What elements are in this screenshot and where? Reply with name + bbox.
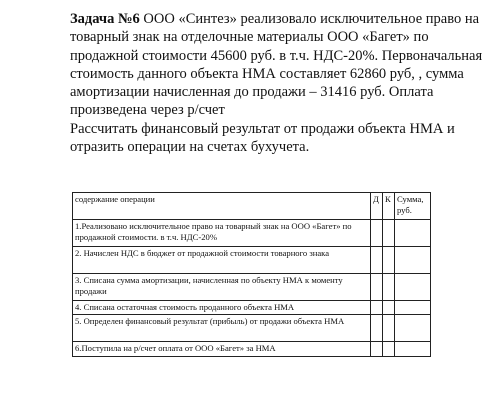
sum-cell[interactable] (395, 315, 431, 342)
task-question: Рассчитать финансовый результат от продажи объекта НМА и отразить операции на счетах бухучета. (70, 120, 455, 156)
sum-cell[interactable] (395, 220, 431, 247)
debit-cell[interactable] (371, 315, 383, 342)
task-statement (70, 10, 488, 156)
operations-table (72, 192, 431, 357)
table-row (73, 315, 431, 342)
sum-cell[interactable] (395, 247, 431, 274)
header-sum: Сумма, руб. (395, 193, 431, 220)
credit-cell[interactable] (383, 247, 395, 274)
task-text: ООО «Синтез» реализовало исключительное право на товарный знак на отделочные материалы ООО «Багет» по продажной стоимости 45600 руб. в т.ч. НДС-20%. Первоначальная стоимость данного объекта НМА составляет 62860 руб, , сумма амортизации начисленная до продажи – 31416 руб. Оплата произведена через р/счет (70, 11, 483, 119)
sum-cell[interactable] (395, 342, 431, 357)
table-header-row (73, 193, 431, 220)
credit-cell[interactable] (383, 274, 395, 301)
sum-cell[interactable] (395, 274, 431, 301)
credit-cell[interactable] (383, 315, 395, 342)
table-row (73, 274, 431, 301)
debit-cell[interactable] (371, 274, 383, 301)
header-operation: содержание операции (73, 193, 371, 220)
debit-cell[interactable] (371, 220, 383, 247)
debit-cell[interactable] (371, 301, 383, 315)
credit-cell[interactable] (383, 220, 395, 247)
task-number: Задача №6 (70, 11, 140, 27)
operation-cell: 1.Реализовано исключительное право на товарный знак на ООО «Багет» по продажной стоимости. в т.ч. НДС-20% (73, 220, 371, 247)
table-row (73, 247, 431, 274)
operation-cell: 4. Списана остаточная стоимость проданного объекта НМА (73, 301, 371, 315)
debit-cell[interactable] (371, 247, 383, 274)
table-row (73, 342, 431, 357)
operation-cell: 3. Списана сумма амортизации, начисленная по объекту НМА к моменту продажи (73, 274, 371, 301)
header-debit: Д (371, 193, 383, 220)
operation-cell: 5. Определен финансовый результат (прибыль) от продажи объекта НМА (73, 315, 371, 342)
debit-cell[interactable] (371, 342, 383, 357)
credit-cell[interactable] (383, 301, 395, 315)
task-paragraph (70, 10, 488, 120)
sum-cell[interactable] (395, 301, 431, 315)
header-credit: К (383, 193, 395, 220)
credit-cell[interactable] (383, 342, 395, 357)
operation-cell: 6.Поступила на р/счет оплата от ООО «Багет» за НМА (73, 342, 371, 357)
table-row (73, 220, 431, 247)
table-row (73, 301, 431, 315)
operation-cell: 2. Начислен НДС в бюджет от продажной стоимости товарного знака (73, 247, 371, 274)
